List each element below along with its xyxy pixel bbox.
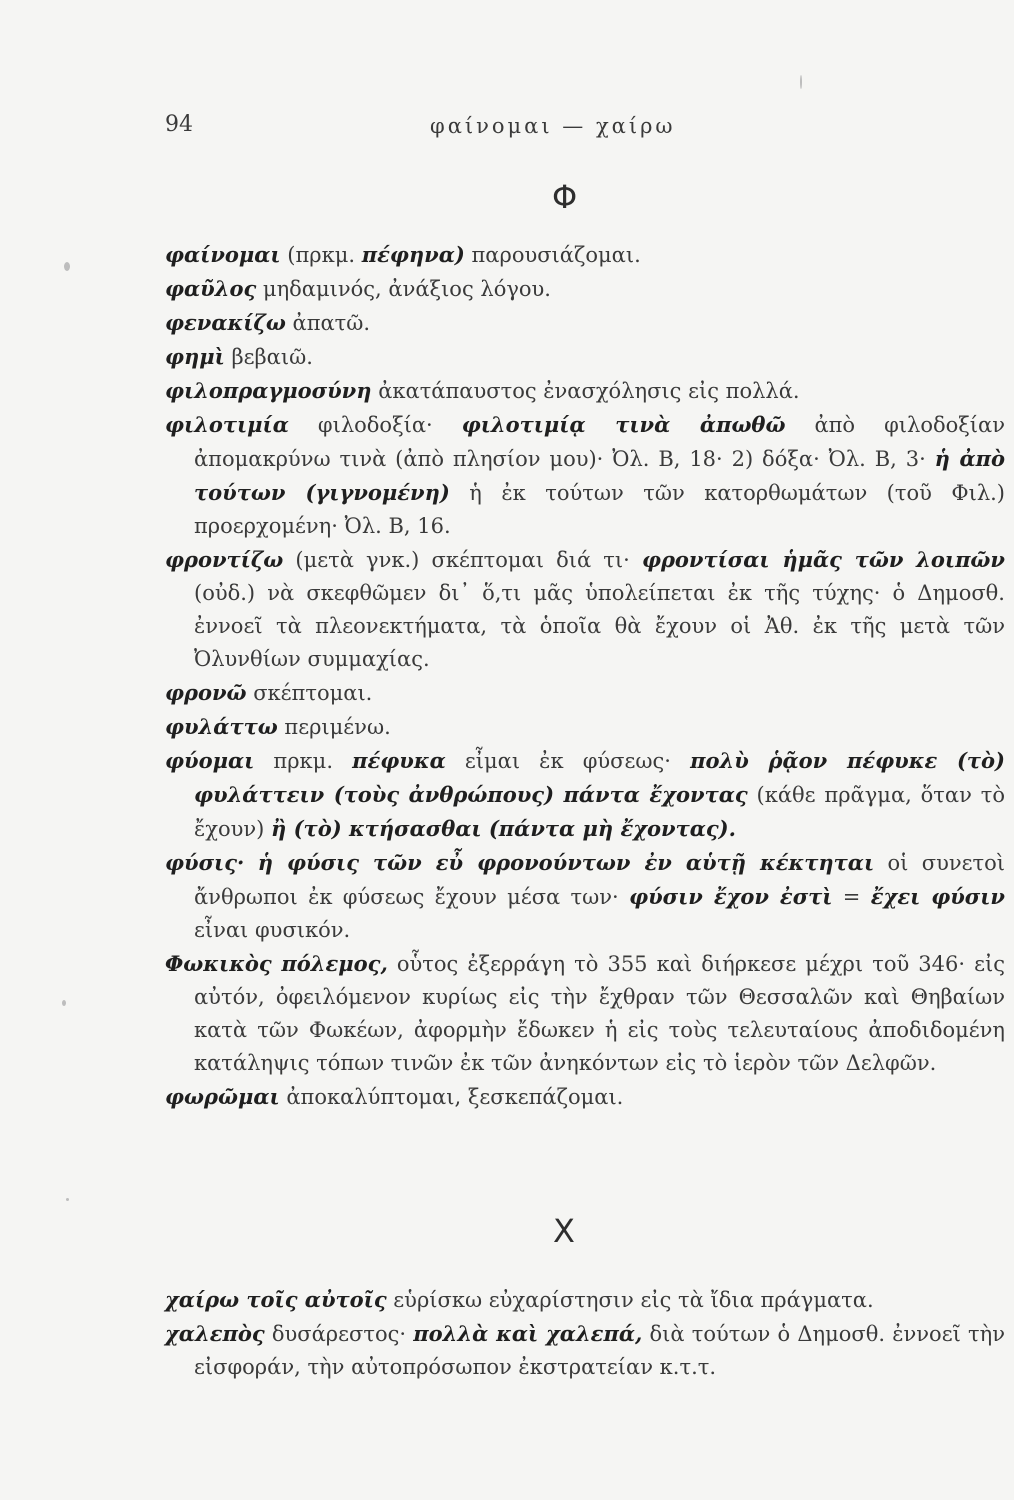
entry-headword: Φωκικὸς πόλεμος, bbox=[165, 951, 388, 976]
glossary-entry bbox=[165, 238, 1005, 272]
entry-definition: ἀπὸ φιλοδοξίαν ἀπομακρύνω τινὰ (ἀπὸ πλησίον μου)· Ὀλ. Β, 18· 2) δόξα· Ὀλ. Β, 3· bbox=[194, 413, 1005, 471]
scan-speck bbox=[62, 1000, 66, 1006]
entry-definition: διὰ τούτων ὁ Δημοσθ. ἐννοεῖ τὴν εἰσφοράν, τὴν αὐτοπρόσωπον ἐκστρατείαν κ.τ.τ. bbox=[194, 1322, 1005, 1379]
glossary-section-phi bbox=[165, 238, 1005, 1114]
entry-phrase: φύσιν ἔχον ἐστὶ bbox=[629, 884, 833, 909]
glossary-entry bbox=[165, 408, 1005, 543]
glossary-entry bbox=[165, 1317, 1005, 1384]
glossary-entry bbox=[165, 1080, 1005, 1114]
entry-definition: εὑρίσκω εὐχαρίστησιν εἰς τὰ ἴδια πράγματα. bbox=[386, 1288, 874, 1312]
entry-headword: φρονῶ bbox=[165, 680, 247, 705]
scan-speck bbox=[66, 1198, 69, 1201]
glossary-entry bbox=[165, 272, 1005, 306]
entry-headword: χαλεπὸς bbox=[165, 1321, 265, 1346]
entry-definition: σκέπτομαι. bbox=[246, 681, 373, 705]
entry-definition: πρκμ. bbox=[254, 749, 353, 773]
entry-headword: φημὶ bbox=[165, 344, 225, 369]
entry-phrase: πέφηνα) bbox=[361, 242, 465, 267]
entry-phrase: φιλοτιμίᾳ τινὰ ἀπωθῶ bbox=[461, 412, 786, 437]
entry-headword: φροντίζω bbox=[165, 547, 284, 572]
entry-headword: φωρῶμαι bbox=[165, 1084, 280, 1109]
entry-headword: φαῦλος bbox=[165, 276, 257, 301]
entry-phrase: πολὺ ῥᾷον πέφυκε (τὸ) φυλάττειν (τοὺς ἀνθρώπους) πάντα ἔχοντας bbox=[194, 748, 1005, 807]
entry-headword: φενακίζω bbox=[165, 310, 286, 335]
entry-definition: (μετὰ γνκ.) σκέπτομαι διά τι· bbox=[283, 548, 642, 572]
glossary-entry bbox=[165, 340, 1005, 374]
entry-phrase: ἡ φύσις τῶν εὖ φρονούντων ἐν αὑτῇ κέκτηται bbox=[257, 850, 875, 875]
running-title: φαίνομαι — χαίρω bbox=[430, 114, 676, 138]
scan-speck bbox=[64, 262, 70, 271]
entry-definition: φιλοδοξία· bbox=[288, 413, 462, 437]
glossary-entry bbox=[165, 543, 1005, 676]
entry-definition: περιμένω. bbox=[277, 715, 391, 739]
entry-phrase: ἔχει φύσιν bbox=[870, 884, 1006, 909]
glossary-entry bbox=[165, 676, 1005, 710]
running-head bbox=[165, 112, 1005, 152]
entry-headword: φιλοτιμία bbox=[165, 412, 289, 437]
glossary-entry bbox=[165, 846, 1005, 947]
glossary-entry bbox=[165, 1283, 1005, 1317]
entry-headword: φύσις· bbox=[165, 850, 245, 875]
entry-headword: φυλάττω bbox=[165, 714, 278, 739]
entry-definition: παρουσιάζομαι. bbox=[464, 243, 641, 267]
entry-definition: δυσάρεστος· bbox=[264, 1322, 414, 1346]
entry-definition: (κάθε πρᾶγμα, ὅταν τὸ ἔχουν) bbox=[194, 783, 1005, 841]
entry-headword: φιλοπραγμοσύνη bbox=[165, 378, 372, 403]
entry-definition: ἀπατῶ. bbox=[285, 311, 371, 335]
entry-definition: οὗτος ἐξερράγη τὸ 355 καὶ διήρκεσε μέχρι τοῦ 346· εἰς αὐτόν, ὀφειλόμενον κυρίως εἰς τὴν ἔχθραν τῶν Θεσσαλῶν καὶ Θηβαίων κατὰ τῶν Φωκέων, ἀφορμὴν ἔδωκεν ἡ εἰς τοὺς τελευταίους ἀποδιδομένη κατάληψις τόπων τινῶν ἐκ τῶν ἀνηκόντων εἰς τὸ ἱερὸν τῶν Δελφῶν. bbox=[194, 952, 1005, 1075]
scan-speck bbox=[800, 75, 802, 89]
glossary-entry bbox=[165, 710, 1005, 744]
glossary-entry bbox=[165, 374, 1005, 408]
entry-headword: φαίνομαι bbox=[165, 242, 281, 267]
glossary-entry bbox=[165, 744, 1005, 846]
section-letter-chi: Χ bbox=[553, 1212, 575, 1250]
entry-definition: (οὐδ.) νὰ σκεφθῶμεν δι᾽ ὅ,τι μᾶς ὑπολείπεται ἐκ τῆς τύχης· ὁ Δημοσθ. ἐννοεῖ τὰ πλεονεκτήματα, τὰ ὁποῖα θὰ ἔχουν οἱ Ἀθ. ἐκ τῆς μετὰ τῶν Ὀλυνθίων συμμαχίας. bbox=[194, 581, 1005, 671]
entry-definition bbox=[244, 851, 257, 875]
entry-phrase: πέφυκα bbox=[352, 748, 446, 773]
entry-definition: βεβαιῶ. bbox=[224, 345, 313, 369]
entry-definition: ἀκατάπαυστος ἐνασχόλησις εἰς πολλά. bbox=[371, 379, 800, 403]
entry-headword: φύομαι bbox=[165, 748, 255, 773]
entry-phrase: ἡ ἀπὸ τούτων (γιγνομένη) bbox=[194, 446, 1006, 505]
entry-definition: μηδαμινός, ἀνάξιος λόγου. bbox=[256, 277, 551, 301]
entry-definition: = bbox=[832, 885, 871, 909]
entry-definition: (πρκμ. bbox=[280, 243, 362, 267]
glossary-entry bbox=[165, 306, 1005, 340]
entry-definition: οἱ συνετοὶ ἄνθρωποι ἐκ φύσεως ἔχουν μέσα των· bbox=[194, 851, 1005, 909]
glossary-entry bbox=[165, 947, 1005, 1080]
entry-definition: ἀποκαλύπτομαι, ξεσκεπάζομαι. bbox=[279, 1085, 624, 1109]
section-letter-phi: Φ bbox=[552, 178, 578, 216]
entry-definition: εἶναι φυσικόν. bbox=[194, 918, 351, 942]
entry-phrase: ἢ (τὸ) κτήσασθαι (πάντα μὴ ἔχοντας). bbox=[271, 816, 736, 841]
entry-phrase: πολλὰ καὶ χαλεπά, bbox=[413, 1321, 643, 1346]
page-number: 94 bbox=[165, 112, 193, 137]
entry-headword: χαίρω τοῖς αὐτοῖς bbox=[165, 1287, 387, 1312]
entry-phrase: φροντίσαι ἡμᾶς τῶν λοιπῶν bbox=[641, 547, 1006, 572]
entry-definition: εἶμαι ἐκ φύσεως· bbox=[445, 749, 691, 773]
glossary-section-chi bbox=[165, 1283, 1005, 1384]
entry-definition: ἡ ἐκ τούτων τῶν κατορθωμάτων (τοῦ Φιλ.) προερχομένη· Ὀλ. Β, 16. bbox=[194, 481, 1006, 538]
